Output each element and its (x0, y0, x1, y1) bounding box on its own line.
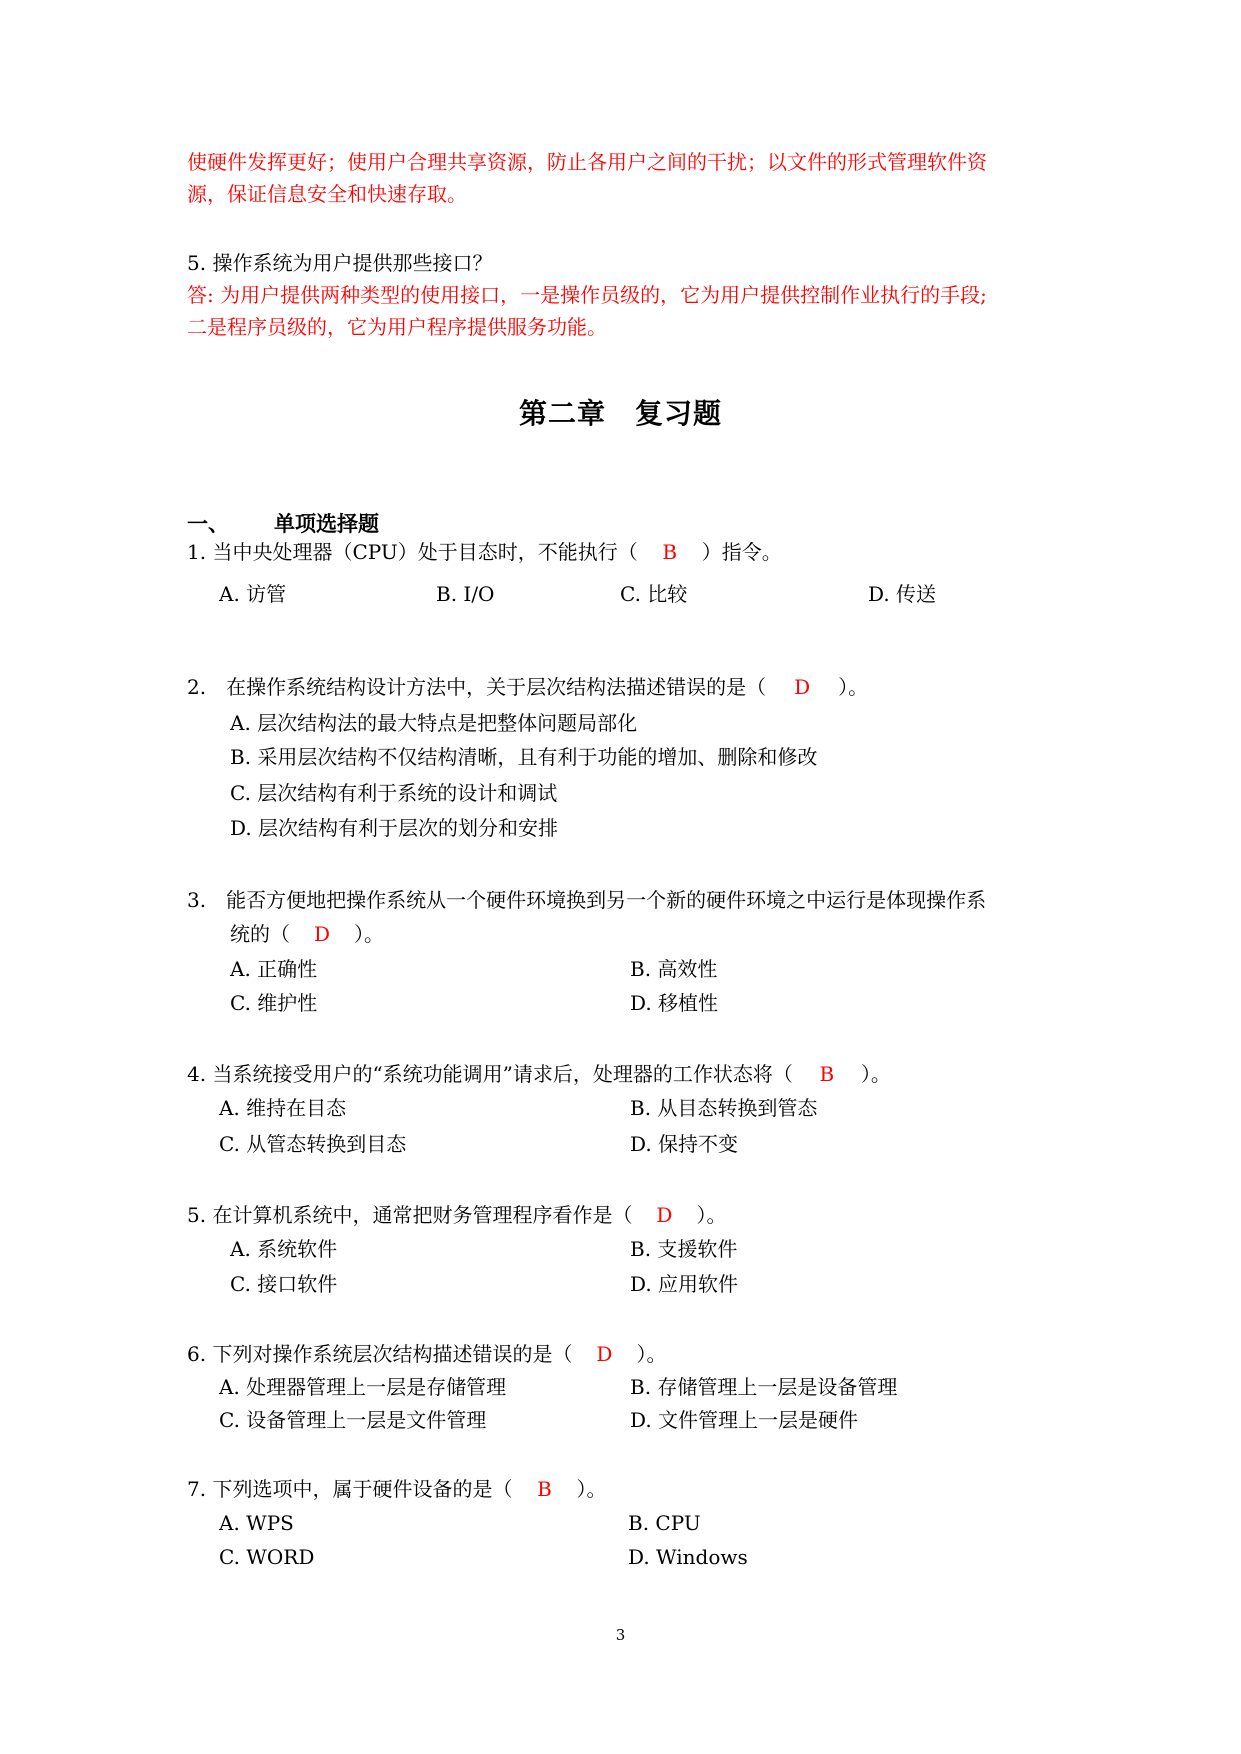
question-4-option-b: B. 从目态转换到管态 (630, 1096, 818, 1120)
question-2-stem (187, 675, 868, 699)
question-7-answer: B (537, 1477, 552, 1501)
question-7-option-a: A. WPS (219, 1511, 294, 1535)
question-3-answer: D (313, 922, 331, 946)
question-4-stem (187, 1062, 891, 1086)
question-1-option-a: A. 访管 (219, 582, 287, 606)
question-7-option-c: C. WORD (219, 1545, 315, 1569)
intro-line-2: 源，保证信息安全和快速存取。 (187, 182, 467, 206)
question-5-option-d: D. 应用软件 (630, 1272, 739, 1296)
page-number: 3 (615, 1626, 626, 1644)
question-1-answer: B (662, 540, 678, 564)
question-6-option-d: D. 文件管理上一层是硬件 (630, 1408, 859, 1432)
section-number: 一、 (187, 511, 229, 536)
question-3-option-d: D. 移植性 (630, 991, 719, 1015)
question-3-option-a: A. 正确性 (230, 957, 318, 981)
question-5-option-a: A. 系统软件 (230, 1237, 338, 1261)
question-4-option-a: A. 维持在目态 (219, 1096, 347, 1120)
question-7-option-b: B. CPU (628, 1511, 701, 1535)
question-6-stem-post: ）。 (636, 1342, 667, 1366)
question-2-stem-pre: 2. 在操作系统结构设计方法中，关于层次结构法描述错误的是（ (187, 675, 767, 699)
question-1-stem-pre: 1. 当中央处理器（CPU）处于目态时，不能执行（ (187, 540, 638, 564)
question-5-answer: D (656, 1203, 673, 1227)
question-6-answer: D (596, 1342, 613, 1366)
question-2-stem-post: ）。 (838, 675, 869, 699)
question-5-option-c: C. 接口软件 (230, 1272, 338, 1296)
question-7-option-d: D. Windows (628, 1545, 748, 1569)
question-1-option-b: B. I/O (436, 582, 495, 606)
question-6-option-b: B. 存储管理上一层是设备管理 (630, 1375, 898, 1399)
question-1-stem (187, 540, 782, 564)
question-2-option-d: D. 层次结构有利于层次的划分和安排 (230, 816, 559, 840)
question-3-stem-post: ）。 (354, 922, 384, 946)
question-4-stem-post: ）。 (860, 1062, 891, 1086)
question-5-stem-pre: 5. 在计算机系统中，通常把财务管理程序看作是（ (187, 1203, 633, 1227)
chapter-title: 第二章 复习题 (518, 397, 722, 430)
question-4-option-d: D. 保持不变 (630, 1132, 739, 1156)
question-3-stem-line-2 (230, 922, 384, 946)
question-1-stem-post: ）指令。 (701, 540, 782, 564)
question-7-stem (187, 1477, 606, 1501)
question-5-stem-post: ）。 (696, 1203, 727, 1227)
question-2-option-c: C. 层次结构有利于系统的设计和调试 (230, 781, 558, 805)
question-6-stem-pre: 6. 下列对操作系统层次结构描述错误的是（ (187, 1342, 573, 1366)
question-1-option-d: D. 传送 (868, 582, 937, 606)
question-4-stem-pre: 4. 当系统接受用户的“系统功能调用”请求后，处理器的工作状态将（ (187, 1062, 793, 1086)
question-7-stem-pre: 7. 下列选项中，属于硬件设备的是（ (187, 1477, 513, 1501)
question-5-stem (187, 1203, 726, 1227)
question-4-answer: B (819, 1062, 835, 1086)
question-6-option-c: C. 设备管理上一层是文件管理 (219, 1408, 487, 1432)
question-4-option-c: C. 从管态转换到目态 (219, 1132, 407, 1156)
q5-prev-answer-line-1: 答: 为用户提供两种类型的使用接口，一是操作员级的，它为用户提供控制作业执行的手段; (187, 283, 987, 307)
intro-line-1: 使硬件发挥更好；使用户合理共享资源，防止各用户之间的干扰；以文件的形式管理软件资 (187, 150, 987, 174)
question-6-option-a: A. 处理器管理上一层是存储管理 (219, 1375, 507, 1399)
question-2-answer: D (794, 675, 811, 699)
question-3-option-b: B. 高效性 (630, 957, 718, 981)
question-3-stem-pre: 统的（ (230, 922, 290, 946)
q5-prev-answer-line-2: 二是程序员级的，它为用户程序提供服务功能。 (187, 315, 607, 339)
question-6-stem (187, 1342, 666, 1366)
question-5-option-b: B. 支援软件 (630, 1237, 738, 1261)
question-3-option-c: C. 维护性 (230, 991, 318, 1015)
question-2-option-b: B. 采用层次结构不仅结构清晰，且有利于功能的增加、删除和修改 (230, 745, 818, 769)
section-title: 单项选择题 (274, 511, 379, 536)
question-2-option-a: A. 层次结构法的最大特点是把整体问题局部化 (230, 711, 638, 735)
question-3-stem-line-1: 3. 能否方便地把操作系统从一个硬件环境换到另一个新的硬件环境之中运行是体现操作系 (187, 888, 987, 912)
question-1-option-c: C. 比较 (620, 582, 688, 606)
q5-prev-question: 5. 操作系统为用户提供那些接口？ (187, 251, 493, 275)
question-7-stem-post: ）。 (576, 1477, 607, 1501)
